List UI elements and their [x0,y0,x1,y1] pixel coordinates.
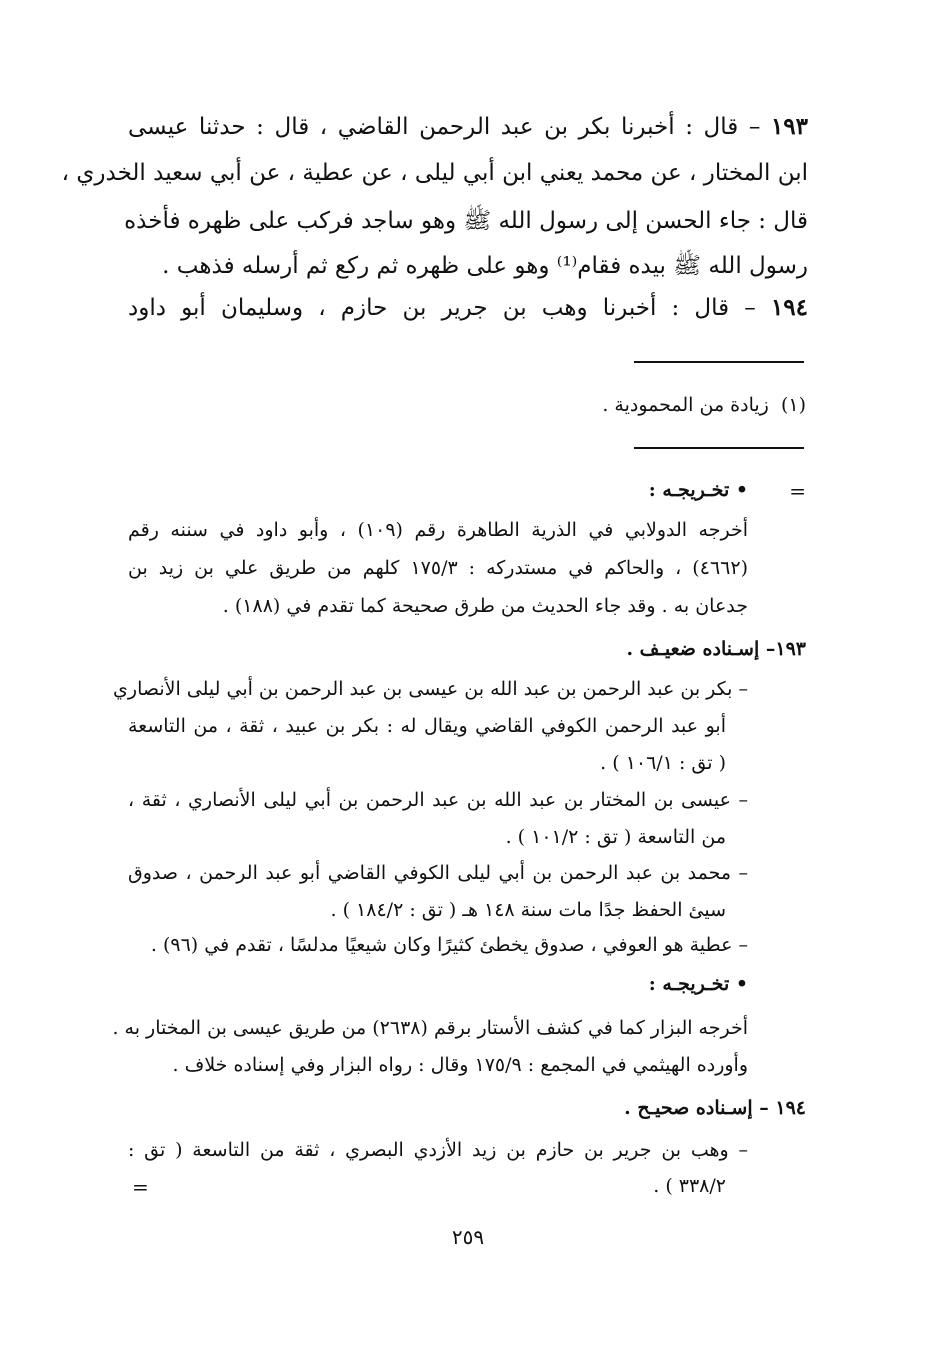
hadith-194-number: ١٩٤ [770,294,809,321]
hadith-193-line-4: رسول الله ﷺ بيده فقام⁽¹⁾ وهو على ظهره ثم ركع ثم أرسله فذهب . [162,253,808,279]
commentary-separator [634,447,804,449]
hadith-193-line-3: قال : جاء الحسن إلى رسول الله ﷺ وهو ساجد فركب على ظهره فأخذه [124,208,808,234]
takhrij-2-line-1: أخرجه البزار كما في كشف الأستار برقم (٢٦٣٨) من طريق عيسى بن المختار به . [112,1017,748,1039]
takhrij-heading-2: • تخـريجـه : [648,973,748,995]
continuation-equals-mark: = [789,479,806,503]
narrator-2-line-2: من التاسعة ( تق : ١٠١/٢ ) . [505,826,726,848]
takhrij-1-line-1: أخرجه الدولابي في الذرية الطاهرة رقم (١٠٩) ، وأبو داود في سننه رقم [128,519,748,541]
narrator-1-line-3: ( تق : ١٠٦/١ ) . [600,752,726,774]
narrator-4-line-1: – عطية هو العوفي ، صدوق يخطئ كثيرًا وكان شيعيًا مدلسًا ، تقدم في (٩٦) . [150,934,748,956]
narrator-3-line-1: – محمد بن عبد الرحمن بن أبي ليلى الكوفي القاضي أبو عبد الرحمن ، صدوق [128,862,748,884]
narrator-1-line-2: أبو عبد الرحمن الكوفي القاضي ويقال له : بكر بن عبيد ، ثقة ، من التاسعة [128,715,726,737]
continuation-equals-mark-bottom: = [132,1175,149,1199]
isnad-194-heading: ١٩٤ – إسـناده صحيـح . [624,1097,806,1119]
hadith-193-line-2: ابن المختار ، عن محمد يعني ابن أبي ليلى ، عن عطية ، عن أبي سعيد الخدري ، [61,160,808,186]
narrator-wahb-line-1: – وهب بن جرير بن حازم بن زيد الأزدي البصري ، ثقة من التاسعة ( تق : [128,1139,748,1161]
hadith-194-line: ١٩٤ – قال : أخبرنا وهب بن جرير بن حازم ، وسليمان أبو داود [128,294,809,321]
isnad-194-number: ١٩٤ [775,1097,806,1119]
footnote-separator [634,361,804,363]
narrator-3-line-2: سيئ الحفظ جدًا مات سنة ١٤٨ هـ ( تق : ١٨٤/٢ ) . [330,899,726,921]
isnad-193-number: ١٩٣ [775,638,806,660]
takhrij-heading-1: • تخـريجـه : [648,479,748,501]
hadith-193-number: ١٩٣ [770,113,809,140]
isnad-193-heading: ١٩٣– إسـناده ضعيـف . [626,638,806,660]
takhrij-1-line-3: جدعان به . وقد جاء الحديث من طرق صحيحة كما تقدم في (١٨٨) . [222,595,748,617]
footnote-marker: (١) [780,394,806,416]
narrator-2-line-1: – عيسى بن المختار بن عبد الله بن عبد الرحمن بن أبي ليلى الأنصاري ، ثقة ، [128,789,748,811]
footnote-text: زيادة من المحمودية . [602,394,769,416]
narrator-1-line-1: – بكر بن عبد الرحمن بن عبد الله بن عيسى بن عبد الرحمن بن أبي ليلى الأنصاري [113,678,748,700]
hadith-193-line-1: ١٩٣ – قال : أخبرنا بكر بن عبد الرحمن القاضي ، قال : حدثنا عيسى [128,113,809,140]
takhrij-1-line-2: (٤٦٦٢) ، والحاكم في مستدركه : ١٧٥/٣ كلهم من طريق علي بن زيد بن [128,557,748,579]
narrator-wahb-line-2: ٣٣٨/٢ ) . [653,1175,726,1197]
takhrij-2-line-2: وأورده الهيثمي في المجمع : ١٧٥/٩ وقال : رواه البزار وفي إسناده خلاف . [172,1054,748,1076]
page-number: ٢٥٩ [451,1225,485,1249]
footnote-1 [602,394,806,416]
